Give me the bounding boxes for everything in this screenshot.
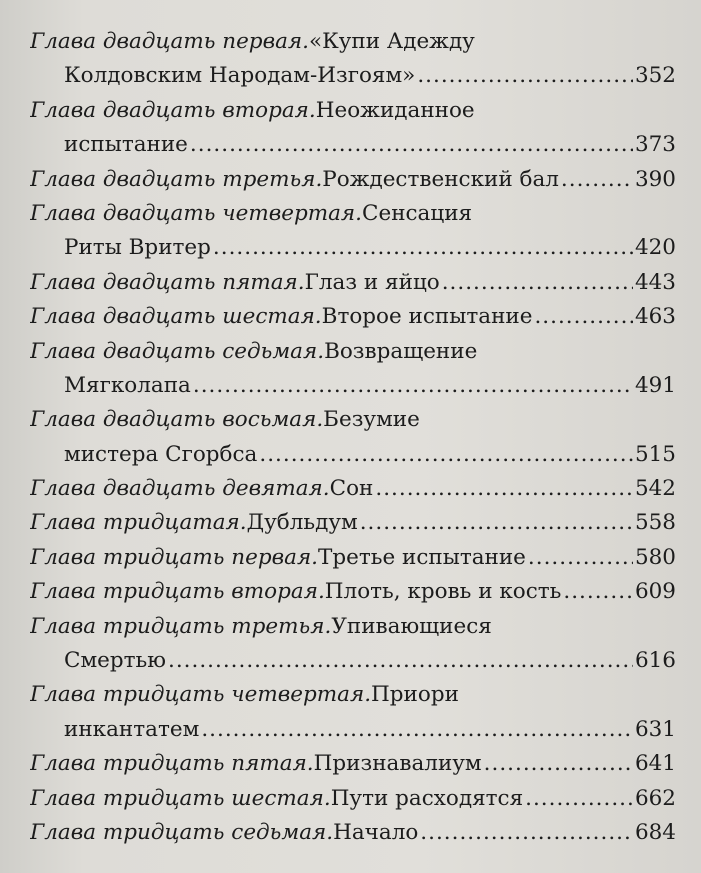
toc-entry <box>30 575 676 609</box>
chapter-title: Признавалиум <box>313 751 482 777</box>
chapter-number: Глава двадцать седьмая. <box>30 338 325 364</box>
chapter-number: Глава двадцать четвертая. <box>30 200 363 226</box>
toc-entry-continuation <box>30 128 676 162</box>
chapter-title: Неожиданное <box>315 97 475 123</box>
page-number: 684 <box>634 819 676 845</box>
page-number: 515 <box>634 441 676 467</box>
dot-leader <box>528 541 633 575</box>
dot-leader <box>375 472 633 506</box>
toc-entry <box>30 94 676 128</box>
toc-entry <box>30 266 676 300</box>
chapter-number: Глава двадцать пятая. <box>30 269 305 295</box>
chapter-title-continuation: Мягколапа <box>64 372 191 398</box>
chapter-number: Глава двадцать вторая. <box>30 97 316 123</box>
page-number: 641 <box>634 751 676 777</box>
chapter-title-continuation: испытание <box>64 132 188 158</box>
page-number: 420 <box>634 235 676 261</box>
dot-leader <box>525 782 633 816</box>
toc-entry <box>30 25 676 59</box>
toc-entry <box>30 782 676 816</box>
toc-entry <box>30 197 676 231</box>
toc-entry-continuation <box>30 713 676 747</box>
dot-leader <box>360 506 633 540</box>
page-number: 443 <box>634 269 676 295</box>
chapter-number: Глава двадцать первая. <box>30 29 309 54</box>
chapter-title-continuation: Риты Вритер <box>64 235 211 261</box>
chapter-title: Третье испытание <box>318 544 526 570</box>
toc-entry <box>30 506 676 540</box>
page-number: 580 <box>634 544 676 570</box>
dot-leader <box>190 128 633 162</box>
chapter-title: Упивающиеся <box>331 613 492 639</box>
toc-entry <box>30 678 676 712</box>
chapter-number: Глава тридцать пятая. <box>30 751 314 777</box>
page-number: 463 <box>634 304 676 330</box>
chapter-title: Начало <box>333 819 419 845</box>
chapter-number: Глава двадцать восьмая. <box>30 407 324 433</box>
toc-entry <box>30 747 676 781</box>
dot-leader <box>168 644 633 678</box>
page-number: 352 <box>634 63 676 89</box>
chapter-title: Пути расходятся <box>330 785 524 811</box>
toc-entry <box>30 541 676 575</box>
dot-leader <box>417 59 633 93</box>
chapter-number: Глава тридцать шестая. <box>30 785 331 811</box>
toc-entry <box>30 335 676 369</box>
chapter-title: «Купи Адежду <box>308 29 475 54</box>
chapter-title: Рождественский бал <box>322 166 559 192</box>
chapter-title: Дубльдум <box>246 510 358 536</box>
page-number: 558 <box>634 510 676 536</box>
toc-entry-continuation <box>30 59 676 93</box>
chapter-title: Возвращение <box>324 338 478 364</box>
dot-leader <box>534 300 632 334</box>
dot-leader <box>563 575 633 609</box>
toc-entry <box>30 610 676 644</box>
chapter-number: Глава тридцать седьмая. <box>30 819 334 845</box>
page-number: 373 <box>634 132 676 158</box>
chapter-number: Глава двадцать третья. <box>30 166 323 192</box>
dot-leader <box>442 266 633 300</box>
chapter-title: Плоть, кровь и кость <box>324 579 562 605</box>
dot-leader <box>484 747 633 781</box>
page-number: 631 <box>634 716 676 742</box>
chapter-title-continuation: Колдовским Народам-Изгоям» <box>64 63 416 89</box>
toc-entry-continuation <box>30 644 676 678</box>
chapter-title: Сон <box>329 476 374 502</box>
page-number: 491 <box>634 372 676 398</box>
chapter-title: Глаз и яйцо <box>304 269 440 295</box>
dot-leader <box>259 438 633 472</box>
chapter-title-continuation: мистера Сгорбса <box>64 441 258 467</box>
dot-leader <box>201 713 633 747</box>
page-number: 616 <box>634 648 676 674</box>
chapter-title: Приори <box>371 682 459 708</box>
toc-entry <box>30 816 676 850</box>
chapter-title: Сенсация <box>362 200 473 226</box>
toc-entry-continuation <box>30 231 676 265</box>
chapter-title-continuation: Смертью <box>64 648 166 674</box>
page-number: 390 <box>634 166 676 192</box>
chapter-title-continuation: инкантатем <box>64 716 200 742</box>
chapter-title: Безумие <box>323 407 420 433</box>
dot-leader <box>193 369 633 403</box>
page-number: 662 <box>634 785 676 811</box>
chapter-number: Глава двадцать шестая. <box>30 304 322 330</box>
chapter-number: Глава двадцать девятая. <box>30 476 330 502</box>
page-number: 609 <box>634 579 676 605</box>
dot-leader <box>561 163 633 197</box>
chapter-number: Глава тридцать вторая. <box>30 579 325 605</box>
chapter-number: Глава тридцать третья. <box>30 613 332 639</box>
chapter-number: Глава тридцать первая. <box>30 544 319 570</box>
table-of-contents <box>30 25 676 850</box>
chapter-number: Глава тридцать четвертая. <box>30 682 372 708</box>
toc-entry <box>30 163 676 197</box>
toc-entry-continuation <box>30 438 676 472</box>
toc-entry <box>30 300 676 334</box>
toc-entry-continuation <box>30 369 676 403</box>
chapter-title: Второе испытание <box>321 304 533 330</box>
toc-entry <box>30 403 676 437</box>
chapter-number: Глава тридцатая. <box>30 510 247 536</box>
toc-entry <box>30 472 676 506</box>
page-number: 542 <box>634 476 676 502</box>
dot-leader <box>420 816 633 850</box>
dot-leader <box>213 231 633 265</box>
